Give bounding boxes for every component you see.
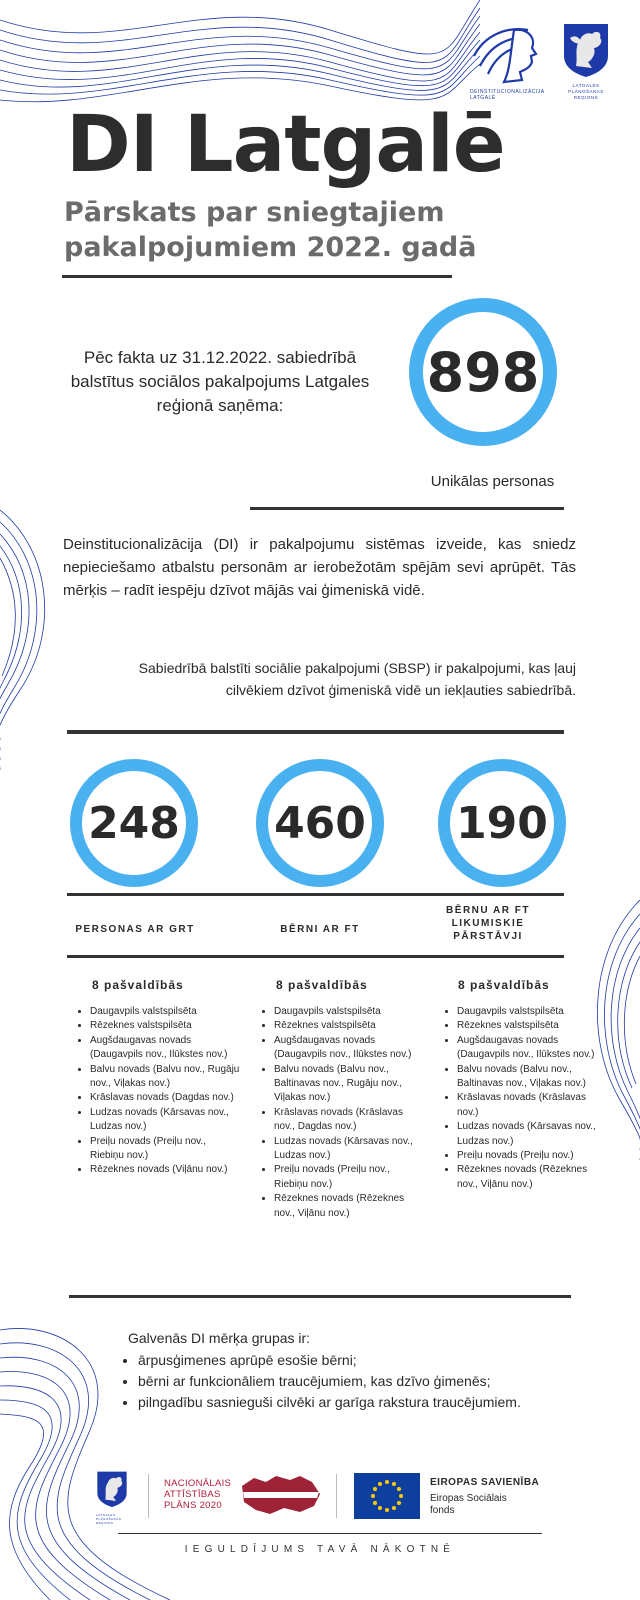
groups-divider: [69, 1295, 571, 1298]
summary-intro: Pēc fakta uz 31.12.2022. sabiedrībā balstītus sociālos pakalpojums Latgales reģionā saņēma:: [70, 348, 370, 415]
stat-number-grt: 248: [88, 797, 180, 849]
di-logo-caption: DEINSTITUCIONALIZĀCIJA LATGALĒ: [470, 89, 545, 101]
summary-divider: [250, 507, 564, 510]
page-title: DI Latgalē: [66, 100, 505, 190]
wave-decoration-right: [590, 900, 640, 1160]
nap-line: PLĀNS 2020: [164, 1500, 222, 1511]
footer-separator: [148, 1474, 149, 1518]
list-item: • Preiļu novads (Preiļu nov., Riebiņu nov.): [90, 1135, 240, 1164]
list-item: • Rēzeknes valstspilsēta: [274, 1019, 424, 1033]
nap-line: ATTĪSTĪBAS: [164, 1489, 221, 1500]
list-item: • Krāslavas novads (Dagdas nov.): [90, 1091, 240, 1105]
column-label-guardians: BĒRNU AR FT LIKUMISKIE PĀRSTĀVJI: [446, 905, 530, 942]
nap-line: NACIONĀLAIS: [164, 1478, 232, 1489]
total-circle: [409, 298, 557, 446]
title-divider: [62, 275, 452, 278]
stat-circle-grt: [70, 759, 198, 887]
column-label-grt: PERSONAS AR GRT: [75, 924, 195, 935]
eu-fund: Eiropas Sociālais fonds: [430, 1493, 507, 1516]
footer-line: [118, 1533, 542, 1534]
list-item: • Rēzeknes novads (Viļānu nov.): [90, 1163, 240, 1177]
stats-bottom-divider: [67, 955, 564, 958]
list-item: • Rēzeknes novads (Rēzeknes nov., Viļānu nov.): [457, 1163, 597, 1192]
griffin-shield-icon: [96, 1470, 128, 1508]
list-item: • Balvu novads (Balvu nov., Baltinavas nov., Rugāju nov., Viļakas nov.): [274, 1063, 424, 1106]
total-label: Unikālas personas: [430, 473, 555, 490]
list-item: • Krāslavas novads (Krāslavas nov., Dagdas nov.): [274, 1106, 424, 1135]
list-item: • Augšdaugavas novads (Daugavpils nov., Ilūkstes nov.): [90, 1034, 240, 1063]
target-groups-title: Galvenās DI mērķa grupas ir:: [128, 1330, 311, 1346]
list-item: • Daugavpils valstspilsēta: [274, 1005, 424, 1019]
wave-decoration-left: [0, 510, 60, 770]
list-item: • Augšdaugavas novads (Daugavpils nov., Ilūkstes nov.): [457, 1034, 597, 1063]
footer-emblem: [96, 1470, 132, 1525]
sbsp-definition: Sabiedrībā balstīti sociālie pakalpojumi (SBSP) ir pakalpojumi, kas ļauj cilvēkiem dzīvot ģimeniskā vidē un iekļauties sabiedrībā.: [138, 660, 576, 698]
list-item: • Preiļu novads (Preiļu nov.): [457, 1149, 597, 1163]
stats-top-divider: [67, 730, 564, 734]
list-item: • Ludzas novads (Kārsavas nov., Ludzas nov.): [90, 1106, 240, 1135]
stat-circle-children: [256, 759, 384, 887]
region-logo: [556, 22, 616, 101]
list-item: • Daugavpils valstspilsēta: [457, 1005, 597, 1019]
list-item: • Rēzeknes valstspilsēta: [457, 1019, 597, 1033]
list-item: • Rēzeknes valstspilsēta: [90, 1019, 240, 1033]
footer-emblem-caption: LATGALES PLĀNOŠANAS REĢIONS: [96, 1513, 122, 1525]
municipality-list-guardians: [441, 1005, 597, 1192]
region-logo-caption: LATGALES PLĀNOŠANAS REĢIONS: [568, 83, 604, 100]
total-number: 898: [426, 340, 540, 404]
griffin-shield-icon: [562, 22, 610, 78]
list-item: • bērni ar funkcionāliem traucējumiem, kas dzīvo ģimenēs;: [138, 1371, 608, 1392]
list-item: • Preiļu novads (Preiļu nov., Riebiņu nov.): [274, 1163, 424, 1192]
target-groups-list: [118, 1350, 608, 1413]
stats-mid-divider: [67, 893, 564, 896]
wave-decoration-top: [0, 0, 480, 110]
column-heading-grt: 8 pašvaldībās: [92, 978, 184, 992]
stat-circle-guardians: [438, 759, 566, 887]
footer-motto: IEGULDĪJUMS TAVĀ NĀKOTNĒ: [184, 1544, 456, 1555]
municipality-list-children: [258, 1005, 424, 1221]
di-logo: [470, 22, 550, 101]
eu-title: EIROPAS SAVIENĪBA: [430, 1477, 540, 1488]
eu-stars-flag-icon: [354, 1473, 420, 1519]
profile-face-icon: [470, 22, 540, 84]
list-item: • Rēzeknes novads (Rēzeknes nov., Viļānu nov.): [274, 1192, 424, 1221]
municipality-list-grt: [74, 1005, 240, 1178]
list-item: • Balvu novads (Balvu nov., Rugāju nov., Viļakas nov.): [90, 1063, 240, 1092]
column-label-children: BĒRNI AR FT: [280, 924, 360, 935]
column-heading-guardians: 8 pašvaldībās: [458, 978, 550, 992]
list-item: • Daugavpils valstspilsēta: [90, 1005, 240, 1019]
page-subtitle: Pārskats par sniegtajiem pakalpojumiem 2022. gadā: [64, 197, 477, 263]
stat-number-guardians: 190: [456, 797, 548, 849]
di-definition: Deinstitucionalizācija (DI) ir pakalpojumu sistēmas izveide, kas sniedz nepieciešamo atbalstu personām ar ierobežotām spējām sevi aprūpēt. Tās mērķis – radīt iespēju dzīvot mājās vai ģimeniskā vidē.: [63, 536, 576, 599]
list-item: • Balvu novads (Balvu nov., Baltinavas nov., Viļakas nov.): [457, 1063, 597, 1092]
stat-number-children: 460: [274, 797, 366, 849]
list-item: • Krāslavas novads (Krāslavas nov.): [457, 1091, 597, 1120]
column-heading-children: 8 pašvaldībās: [276, 978, 368, 992]
latvia-map-icon: [240, 1472, 322, 1521]
list-item: • Augšdaugavas novads (Daugavpils nov., Ilūkstes nov.): [274, 1034, 424, 1063]
list-item: • ārpusģimenes aprūpē esošie bērni;: [138, 1350, 608, 1371]
list-item: • Ludzas novads (Kārsavas nov., Ludzas nov.): [457, 1120, 597, 1149]
footer-separator: [336, 1474, 337, 1518]
nap-logo-text: [164, 1478, 231, 1511]
list-item: • Ludzas novads (Kārsavas nov., Ludzas nov.): [274, 1135, 424, 1164]
list-item: • pilngadību sasnieguši cilvēki ar garīga rakstura traucējumiem.: [138, 1392, 608, 1413]
